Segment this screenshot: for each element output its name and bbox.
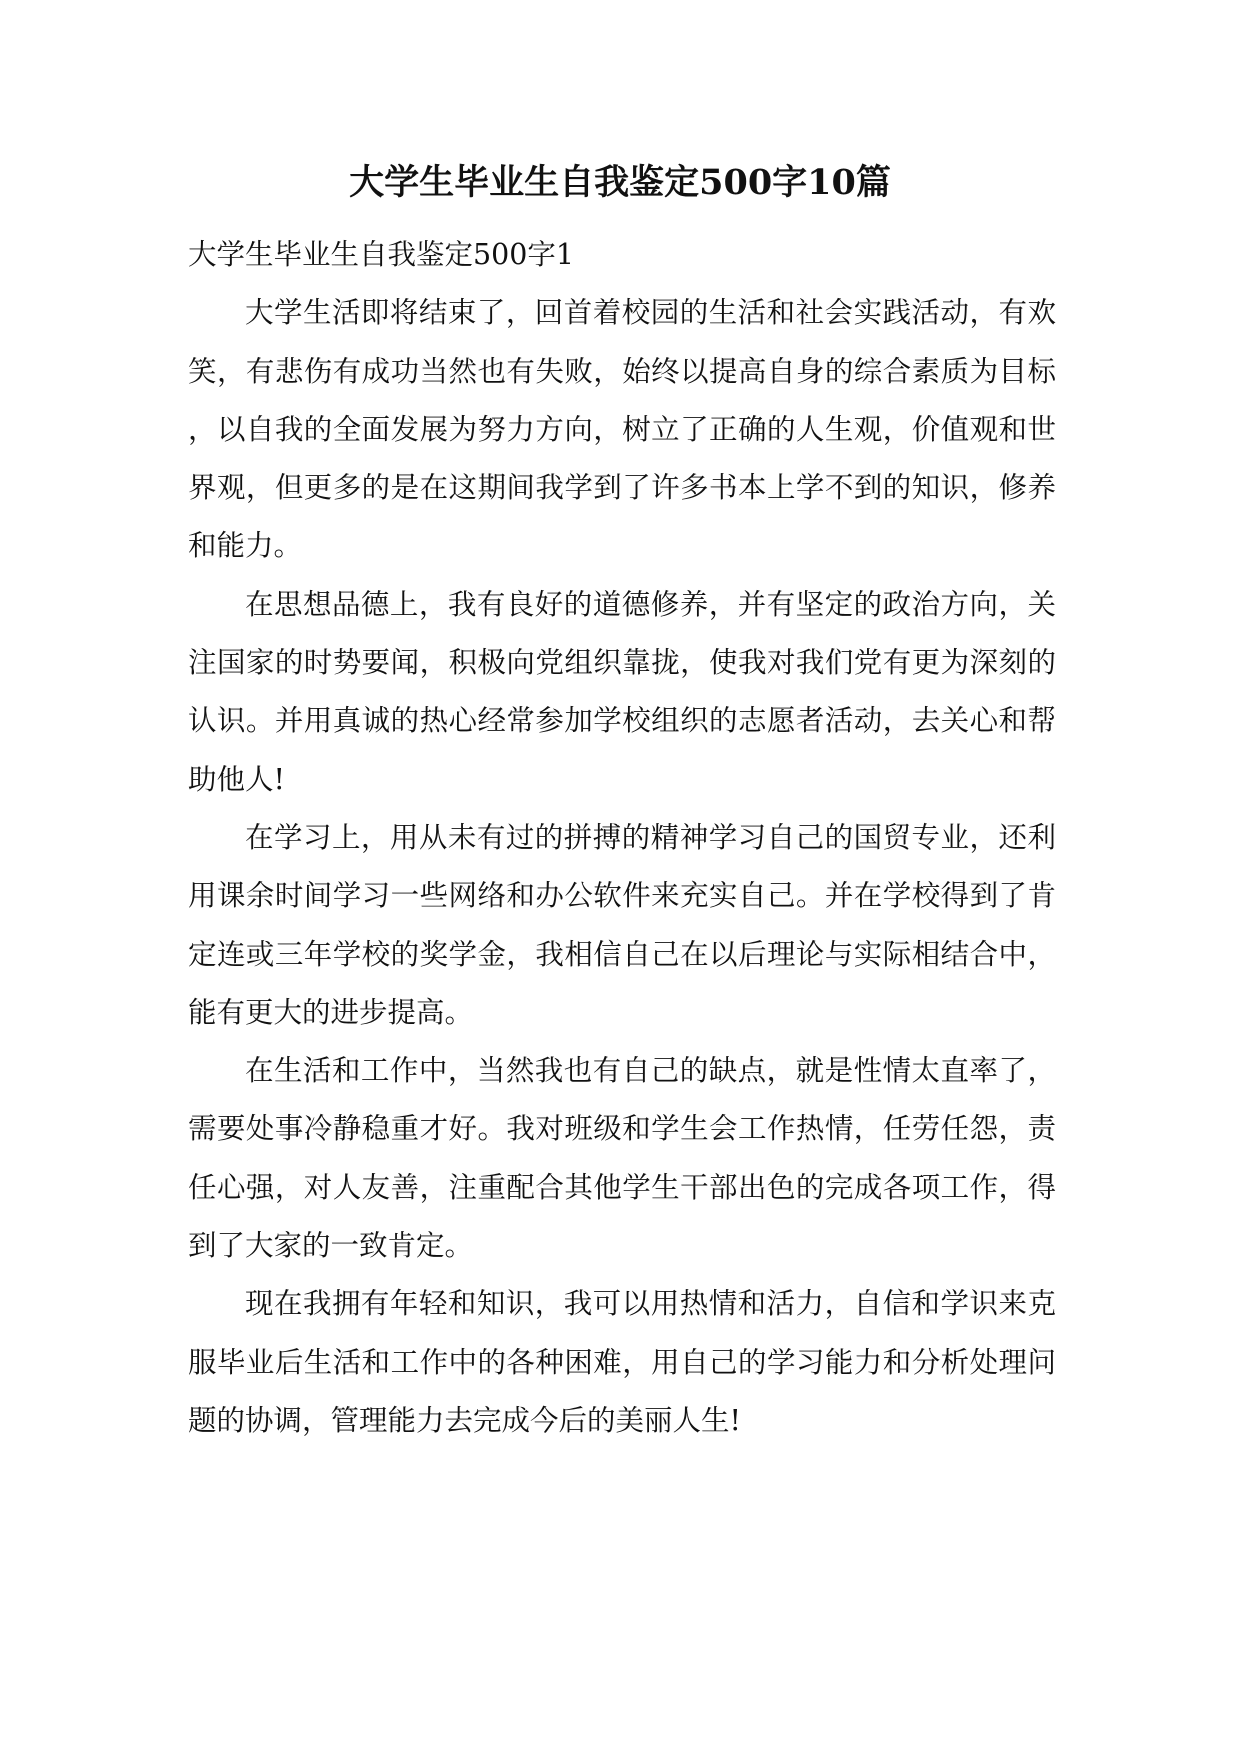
paragraph-life-work: 在生活和工作中，当然我也有自己的缺点，就是性情太直率了，需要处事冷静稳重才好。我对班级和学生会工作热情，任劳任怨，责任心强，对人友善，注重配合其他学生干部出色的完成各项工作，得到了大家的一致肯定。 xyxy=(188,1054,1056,1263)
paragraph-conclusion: 现在我拥有年轻和知识，我可以用热情和活力，自信和学识来克服毕业后生活和工作中的各种困难，用自己的学习能力和分析处理问题的协调，管理能力去完成今后的美丽人生! xyxy=(188,1287,1056,1437)
document-body xyxy=(188,226,1056,1450)
document-title: 大学生毕业生自我鉴定500字10篇 xyxy=(349,162,891,203)
section-heading: 大学生毕业生自我鉴定500字1 xyxy=(188,238,575,271)
paragraph-study: 在学习上，用从未有过的拼搏的精神学习自己的国贸专业，还利用课余时间学习一些网络和办公软件来充实自己。并在学校得到了肯定连或三年学校的奖学金，我相信自己在以后理论与实际相结合中，能有更大的进步提高。 xyxy=(188,820,1056,1029)
paragraph-intro: 大学生活即将结束了，回首着校园的生活和社会实践活动，有欢笑，有悲伤有成功当然也有失败，始终以提高自身的综合素质为目标，以自我的全面发展为努力方向，树立了正确的人生观，价值观和世界观，但更多的是在这期间我学到了许多书本上学不到的知识，修养和能力。 xyxy=(188,296,1056,563)
paragraph-moral-character: 在思想品德上，我有良好的道德修养，并有坚定的政治方向，关注国家的时势要闻，积极向党组织靠拢，使我对我们党有更为深刻的认识。并用真诚的热心经常参加学校组织的志愿者活动，去关心和帮助他人! xyxy=(188,587,1056,796)
